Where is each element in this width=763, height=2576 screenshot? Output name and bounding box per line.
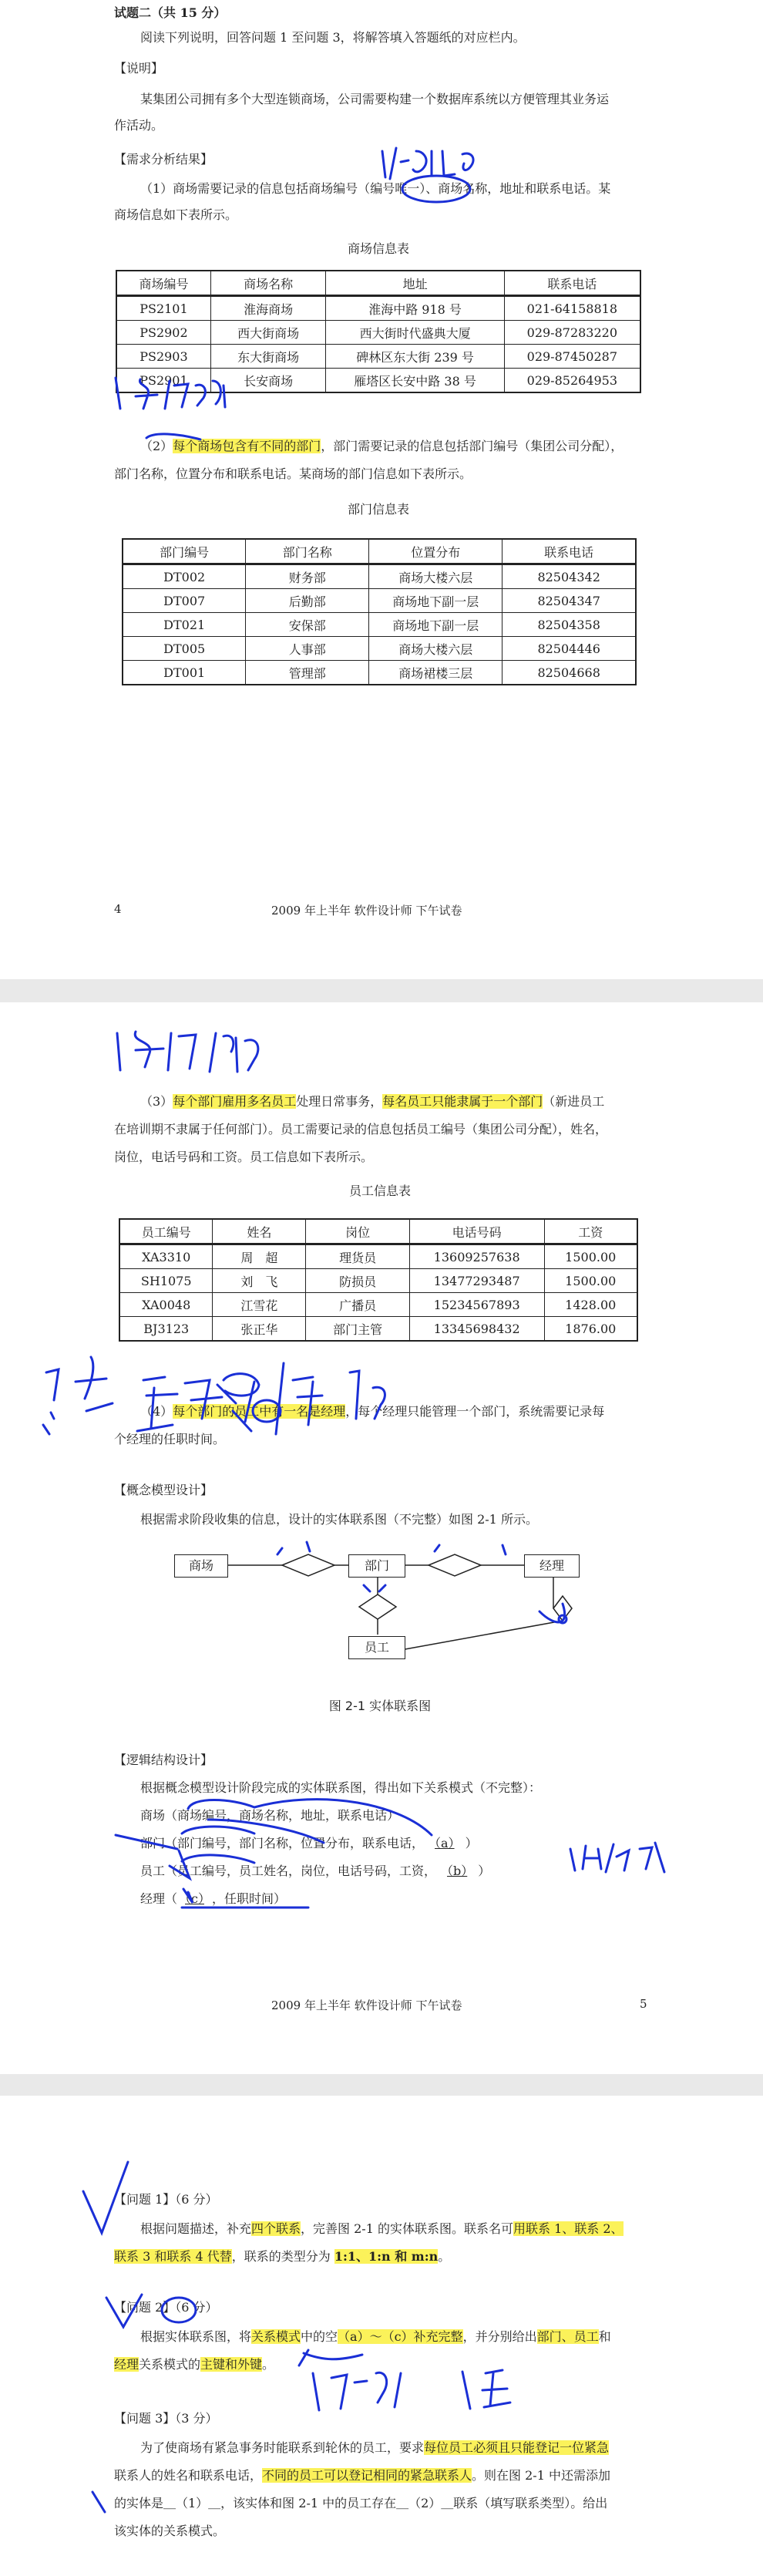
emp-table-cell: 理货员 [306,1244,409,1269]
store-table-cell: PS2901 [116,369,210,393]
dept-table-cell: DT005 [123,637,246,661]
store-table-header-cell: 地址 [326,271,504,296]
q1-line-1: 根据问题描述，补充四个联系，完善图 2-1 的实体联系图。联系名可用联系 1、联系 2、 [140,2221,624,2236]
store-table-header-cell: 联系电话 [504,271,640,296]
requirement-3-line-2: 在培训期不隶属于任何部门）。员工需要记录的信息包括员工编号（集团公司分配），姓名， [114,1122,608,1136]
emp-table-cell: XA3310 [119,1244,213,1269]
store-table-cell: 雁塔区长安中路 38 号 [326,369,504,393]
store-table-cell: 西大街商场 [210,321,326,345]
dept-table-cell: 商场地下副一层 [369,613,503,637]
dept-table-cell: 人事部 [246,637,369,661]
table-row [123,661,636,685]
dept-table-cell: 管理部 [246,661,369,685]
store-table-header-cell: 商场编号 [116,271,210,296]
dept-table-cell: DT002 [123,564,246,589]
store-info-table [116,270,641,393]
store-table-cell: 淮海中路 918 号 [326,296,504,321]
dept-table-cell: 82504668 [503,661,636,685]
table-row [123,564,636,589]
emp-table-header-cell: 岗位 [306,1219,409,1244]
dept-table-cell: DT007 [123,589,246,613]
requirements-heading: 【需求分析结果】 [114,152,213,167]
table-row [119,1293,637,1317]
er-figure-caption: 图 2-1 实体联系图 [328,1699,432,1713]
table-row [116,296,640,321]
table-row [116,369,640,393]
exam-page-6 [0,2096,763,2576]
q1-line-2: 联系 3 和联系 4 代替，联系的类型分为 1:1、1:n 和 m:n。 [114,2249,451,2264]
page-number: 5 [640,1997,647,2011]
er-entity-department: 部门 [348,1554,405,1578]
requirement-3-line-1: （3）每个部门雇用多名员工处理日常事务，每名员工只能隶属于一个部门（新进员工 [140,1094,605,1109]
relation-department: 部门（部门编号，部门名称，位置分布，联系电话， （a） ） [140,1836,478,1850]
logic-heading: 【逻辑结构设计】 [114,1753,213,1767]
store-table-cell: 029-85264953 [504,369,640,393]
q2-heading: 【问题 2】（6 分） [114,2300,218,2315]
requirement-1-line-1: （1）商场需要记录的信息包括商场编号（编号唯一）、商场名称，地址和联系电话。某 [140,181,611,196]
store-table-cell: 长安商场 [210,369,326,393]
dept-table-cell: 商场裙楼三层 [369,661,503,685]
emp-table-cell: SH1075 [119,1269,213,1293]
requirement-4-line-1: （4）每个部门的员工中有一名是经理，每个经理只能管理一个部门，系统需要记录每 [140,1404,605,1419]
dept-table-cell: 商场地下副一层 [369,589,503,613]
page-footer: 2009 年上半年 软件设计师 下午试卷 [271,904,462,918]
employee-info-table [119,1218,638,1342]
requirement-2-line-1: （2）每个商场包含有不同的部门，部门需要记录的信息包括部门编号（集团公司分配）， [140,439,624,453]
store-table-cell: 021-64158818 [504,296,640,321]
dept-info-table [122,538,637,685]
page-number: 4 [114,902,122,916]
dept-table-caption: 部门信息表 [347,502,409,517]
dept-table-cell: DT001 [123,661,246,685]
emp-table-cell: 江雪花 [213,1293,306,1317]
table-row [123,613,636,637]
emp-table-cell: 1876.00 [544,1317,637,1342]
emp-table-cell: 1428.00 [544,1293,637,1317]
emp-table-header-cell: 工资 [544,1219,637,1244]
description-line-2: 作活动。 [114,118,164,133]
emp-table-cell: 防损员 [306,1269,409,1293]
dept-table-header-cell: 部门名称 [246,539,369,564]
emp-table-header-cell: 电话号码 [409,1219,544,1244]
concept-heading: 【概念模型设计】 [114,1483,213,1497]
emp-table-cell: BJ3123 [119,1317,213,1342]
question-title: 试题二（共 15 分） [114,5,227,20]
er-entity-manager: 经理 [524,1554,580,1578]
q2-line-1: 根据实体联系图，将关系模式中的空（a）～（c）补充完整，并分别给出部门、员工和 [140,2329,611,2344]
emp-table-cell: 广播员 [306,1293,409,1317]
emp-table-header-cell: 员工编号 [119,1219,213,1244]
store-table-cell: 西大街时代盛典大厦 [326,321,504,345]
dept-table-cell: 财务部 [246,564,369,589]
emp-table-cell: 15234567893 [409,1293,544,1317]
handwritten-annotations [0,0,763,979]
store-table-caption: 商场信息表 [347,241,409,256]
dept-table-header-cell: 联系电话 [503,539,636,564]
er-entity-store: 商场 [174,1554,228,1578]
store-table-cell: PS2903 [116,345,210,369]
emp-table-cell: 13477293487 [409,1269,544,1293]
requirement-2-line-2: 部门名称，位置分布和联系电话。某商场的部门信息如下表所示。 [114,466,472,481]
dept-table-cell: 82504446 [503,637,636,661]
er-entity-employee: 员工 [348,1636,405,1659]
table-row [116,321,640,345]
store-table-cell: 碑林区东大街 239 号 [326,345,504,369]
store-table-cell: 029-87450287 [504,345,640,369]
emp-table-header-cell: 姓名 [213,1219,306,1244]
table-row [123,589,636,613]
emp-table-cell: 张正华 [213,1317,306,1342]
emp-table-cell: 周 超 [213,1244,306,1269]
q2-line-2: 经理关系模式的主键和外键。 [114,2357,275,2372]
emp-table-cell: 1500.00 [544,1269,637,1293]
dept-table-cell: 82504342 [503,564,636,589]
dept-table-cell: DT021 [123,613,246,637]
store-table-header-cell: 商场名称 [210,271,326,296]
requirement-4-line-2: 个经理的任职时间。 [114,1432,226,1446]
q3-line-3: 的实体是＿（1）＿，该实体和图 2-1 中的员工存在＿（2）＿联系（填写联系类型）。给出 [114,2496,608,2510]
concept-text: 根据需求阶段收集的信息，设计的实体联系图（不完整）如图 2-1 所示。 [140,1512,538,1527]
dept-table-cell: 安保部 [246,613,369,637]
emp-table-cell: 13609257638 [409,1244,544,1269]
dept-table-cell: 商场大楼六层 [369,637,503,661]
q3-heading: 【问题 3】（3 分） [114,2411,218,2426]
requirement-1-line-2: 商场信息如下表所示。 [114,207,238,222]
dept-table-cell: 商场大楼六层 [369,564,503,589]
dept-table-cell: 后勤部 [246,589,369,613]
table-row [116,345,640,369]
table-header-row [119,1219,637,1244]
store-table-cell: 029-87283220 [504,321,640,345]
exam-page-4 [0,0,763,979]
logic-text: 根据概念模型设计阶段完成的实体联系图，得出如下关系模式（不完整）： [140,1780,542,1795]
description-heading: 【说明】 [114,61,164,76]
instruction-text: 阅读下列说明，回答问题 1 至问题 3，将解答填入答题纸的对应栏内。 [140,30,526,45]
table-header-row [116,271,640,296]
store-table-cell: 淮海商场 [210,296,326,321]
table-row [123,637,636,661]
emp-table-caption: 员工信息表 [348,1184,411,1198]
page-footer: 2009 年上半年 软件设计师 下午试卷 [271,1999,462,2012]
dept-table-cell: 82504358 [503,613,636,637]
dept-table-header-cell: 部门编号 [123,539,246,564]
requirement-3-line-3: 岗位，电话号码和工资。员工信息如下表所示。 [114,1150,374,1164]
emp-table-cell: 13345698432 [409,1317,544,1342]
table-row [119,1244,637,1269]
relation-employee: 员工（员工编号，员工姓名，岗位，电话号码，工资， （b） ） [140,1864,491,1878]
q3-line-2: 联系人的姓名和联系电话，不同的员工可以登记相同的紧急联系人。则在图 2-1 中还需添加 [114,2468,610,2483]
store-table-cell: 东大街商场 [210,345,326,369]
relation-store: 商场（商场编号，商场名称，地址，联系电话） [140,1808,400,1823]
q1-heading: 【问题 1】（6 分） [114,2192,218,2207]
dept-table-header-cell: 位置分布 [369,539,503,564]
emp-table-cell: 部门主管 [306,1317,409,1342]
emp-table-cell: XA0048 [119,1293,213,1317]
table-row [119,1269,637,1293]
q3-line-1: 为了使商场有紧急事务时能联系到轮休的员工，要求每位员工必须且只能登记一位紧急 [140,2440,610,2455]
emp-table-cell: 1500.00 [544,1244,637,1269]
q3-line-4: 该实体的关系模式。 [114,2524,226,2538]
store-table-cell: PS2101 [116,296,210,321]
emp-table-cell: 刘 飞 [213,1269,306,1293]
store-table-cell: PS2902 [116,321,210,345]
table-header-row [123,539,636,564]
relation-manager: 经理（ （c） ，任职时间） [140,1891,286,1906]
exam-page-5 [0,1002,763,2074]
table-row [119,1317,637,1342]
dept-table-cell: 82504347 [503,589,636,613]
description-line-1: 某集团公司拥有多个大型连锁商场，公司需要构建一个数据库系统以方便管理其业务运 [140,92,610,106]
